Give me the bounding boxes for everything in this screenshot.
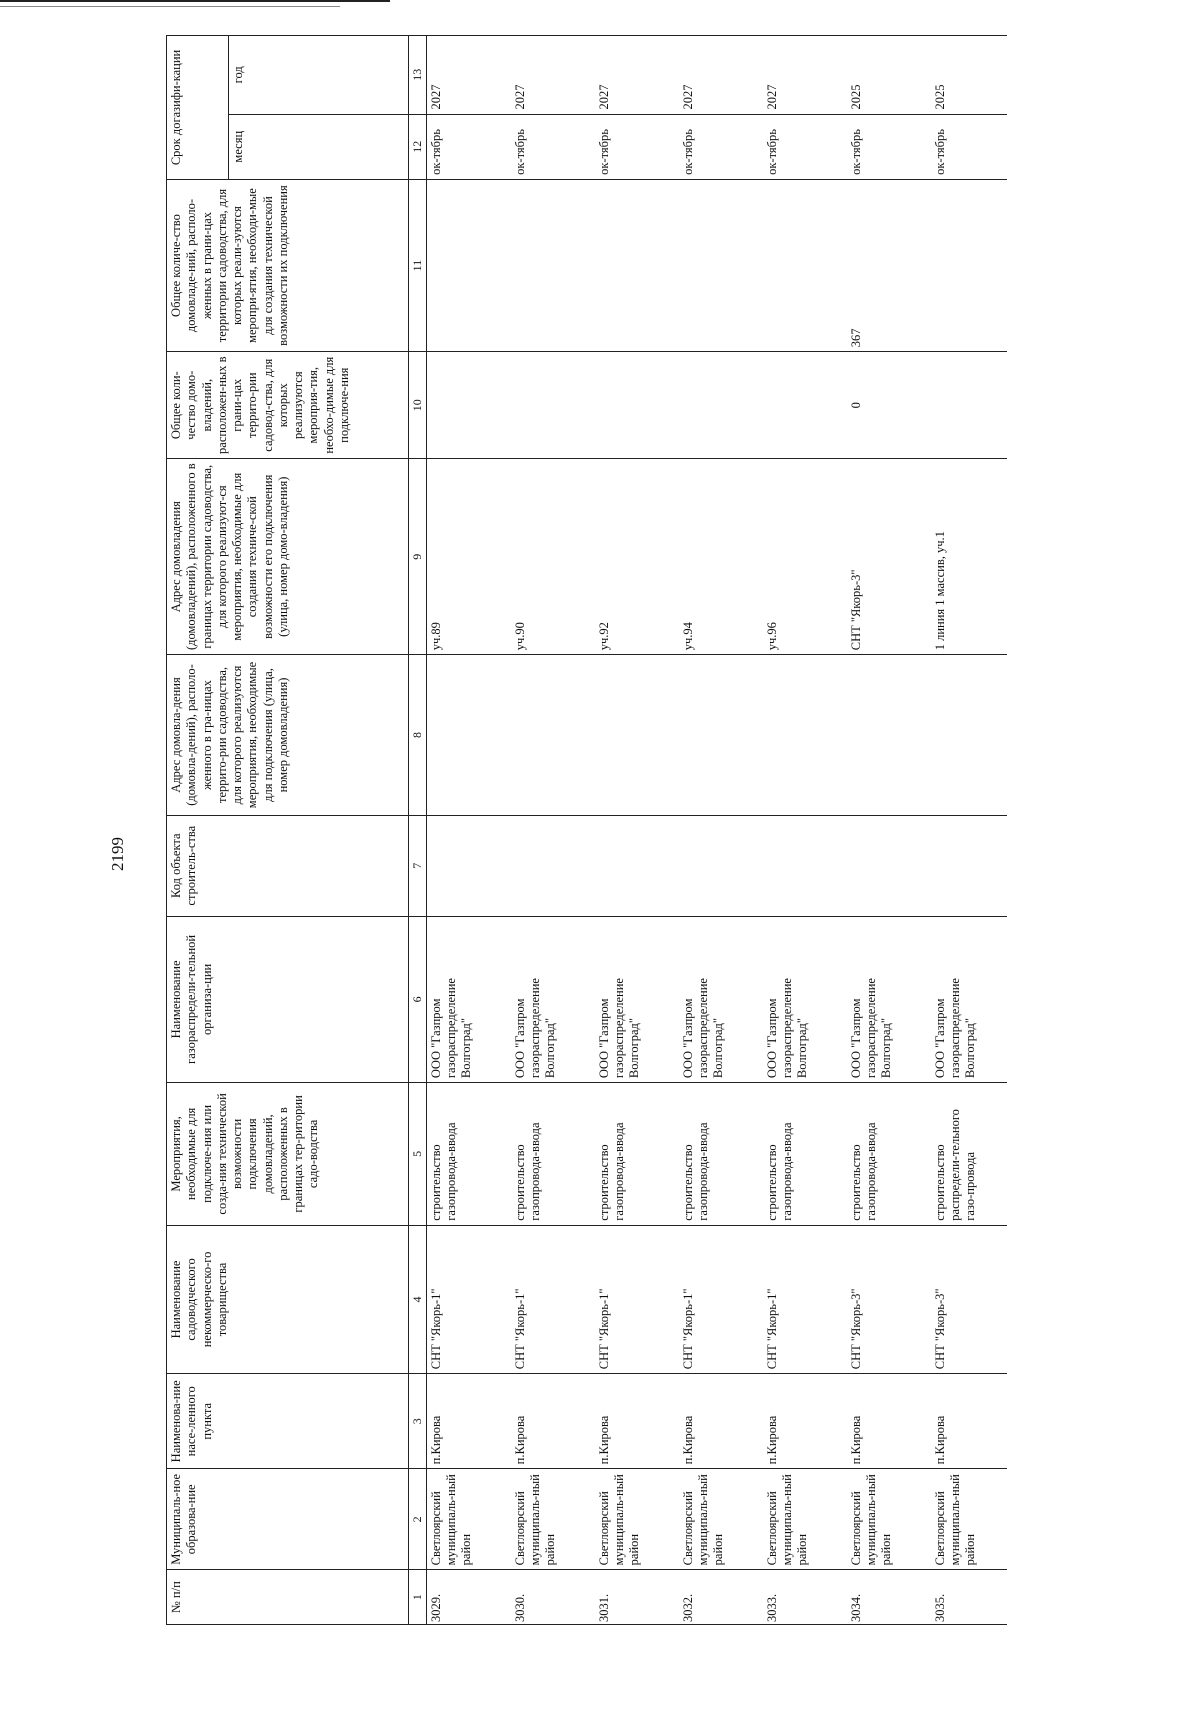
total-create-cell (931, 179, 1007, 351)
measures-cell: строительство газопровода-ввода (847, 1083, 931, 1226)
address-create-cell: уч.92 (595, 459, 679, 655)
gdo-cell: ООО "Газпром газораспределение Волгоград" (847, 916, 931, 1082)
year-cell: 2027 (426, 36, 511, 115)
gdo-cell: ООО "Газпром газораспределение Волгоград" (763, 916, 847, 1082)
row-number: 3031. (595, 1570, 679, 1625)
column-number: 4 (409, 1225, 427, 1374)
snt-cell: СНТ "Якорь-1" (595, 1225, 679, 1374)
gdo-cell: ООО "Газпром газораспределение Волгоград" (511, 916, 595, 1082)
municipality-cell: Светлоярский муниципаль-ный район (679, 1469, 763, 1570)
total-create-cell: 367 (847, 179, 931, 351)
settlement-cell: п.Кирова (763, 1374, 847, 1469)
header-object-code: Код объекта строитель-ства (167, 815, 409, 916)
column-number: 7 (409, 815, 427, 916)
snt-cell: СНТ "Якорь-3" (931, 1225, 1007, 1374)
total-connect-cell (763, 352, 847, 459)
month-cell: ок-тябрь (847, 114, 931, 179)
header-total-connect: Общее коли-чество домо-владений, расположен-ных в грани-цах террито-рии садовод-ства, для которых реализуются мероприя-тия, необхо-димые для подключе-ния (167, 352, 409, 459)
address-create-cell: уч.94 (679, 459, 763, 655)
measures-cell: строительство газопровода-ввода (595, 1083, 679, 1226)
month-cell: ок-тябрь (595, 114, 679, 179)
snt-cell: СНТ "Якорь-1" (511, 1225, 595, 1374)
measures-cell: строительство газопровода-ввода (511, 1083, 595, 1226)
address-create-cell: уч.96 (763, 459, 847, 655)
row-number: 3033. (763, 1570, 847, 1625)
table-header (167, 36, 427, 1625)
column-number: 6 (409, 916, 427, 1082)
address-connect-cell (763, 655, 847, 815)
table-body (426, 36, 1007, 1625)
municipality-cell: Светлоярский муниципаль-ный район (426, 1469, 511, 1570)
header-gdo: Наименование газораспредели-тельной организа-ции (167, 916, 409, 1082)
header-month: месяц (229, 114, 409, 179)
address-create-cell: уч.90 (511, 459, 595, 655)
total-connect-cell: 0 (847, 352, 931, 459)
total-connect-cell (931, 352, 1007, 459)
object-code-cell (763, 815, 847, 916)
year-cell: 2027 (763, 36, 847, 115)
month-cell: ок-тябрь (511, 114, 595, 179)
year-cell: 2027 (595, 36, 679, 115)
table-row (511, 36, 595, 1625)
column-number: 13 (409, 36, 427, 115)
snt-cell: СНТ "Якорь-1" (679, 1225, 763, 1374)
column-number: 1 (409, 1570, 427, 1625)
year-cell: 2027 (679, 36, 763, 115)
address-connect-cell (426, 655, 511, 815)
address-create-cell: уч.89 (426, 459, 511, 655)
row-number: 3030. (511, 1570, 595, 1625)
month-cell: ок-тябрь (426, 114, 511, 179)
snt-cell: СНТ "Якорь-3" (847, 1225, 931, 1374)
measures-cell: строительство распредели-тельного газо-провода (931, 1083, 1007, 1226)
total-create-cell (763, 179, 847, 351)
total-connect-cell (426, 352, 511, 459)
settlement-cell: п.Кирова (595, 1374, 679, 1469)
month-cell: ок-тябрь (679, 114, 763, 179)
month-cell: ок-тябрь (763, 114, 847, 179)
object-code-cell (679, 815, 763, 916)
object-code-cell (595, 815, 679, 916)
header-address-connect: Адрес домовла-дения (домовла-дений), располо-женного в гра-ницах террито-рии садоводства, для которого реализуются мероприятия, необходимые для подключения (улица, номер домовладения) (167, 655, 409, 815)
table-row (847, 36, 931, 1625)
measures-cell: строительство газопровода-ввода (426, 1083, 511, 1226)
header-address-create: Адрес домовладения (домовладений), расположенного в границах территории садоводства, для которого реализуют-ся мероприятия, необходимые для создания техниче-ской возможности его подключения (улица, номер домо-владения) (167, 459, 409, 655)
address-connect-cell (679, 655, 763, 815)
address-connect-cell (847, 655, 931, 815)
rotated-table-container (166, 35, 1166, 1625)
header-settlement: Наименова-ние насе-ленного пункта (167, 1374, 409, 1469)
gdo-cell: ООО "Газпром газораспределение Волгоград" (595, 916, 679, 1082)
month-cell: ок-тябрь (931, 114, 1007, 179)
gdo-cell: ООО "Газпром газораспределение Волгоград" (426, 916, 511, 1082)
snt-cell: СНТ "Якорь-1" (763, 1225, 847, 1374)
gdo-cell: ООО "Газпром газораспределение Волгоград" (931, 916, 1007, 1082)
measures-cell: строительство газопровода-ввода (679, 1083, 763, 1226)
address-connect-cell (931, 655, 1007, 815)
column-number: 9 (409, 459, 427, 655)
total-connect-cell (679, 352, 763, 459)
row-number: 3034. (847, 1570, 931, 1625)
settlement-cell: п.Кирова (426, 1374, 511, 1469)
table-row (931, 36, 1007, 1625)
table-row (595, 36, 679, 1625)
scan-edge-line (0, 6, 340, 7)
header-deadline: Срок догазифи-кации (167, 36, 229, 180)
row-number: 3035. (931, 1570, 1007, 1625)
column-number: 12 (409, 114, 427, 179)
total-connect-cell (595, 352, 679, 459)
header-number: № п/п (167, 1570, 409, 1625)
municipality-cell: Светлоярский муниципаль-ный район (763, 1469, 847, 1570)
header-municipality: Муниципаль-ное образова-ние (167, 1469, 409, 1570)
address-create-cell: 1 линия 1 массив, уч.1 (931, 459, 1007, 655)
measures-cell: строительство газопровода-ввода (763, 1083, 847, 1226)
municipality-cell: Светлоярский муниципаль-ный район (595, 1469, 679, 1570)
settlement-cell: п.Кирова (847, 1374, 931, 1469)
snt-cell: СНТ "Якорь-1" (426, 1225, 511, 1374)
year-cell: 2025 (931, 36, 1007, 115)
year-cell: 2025 (847, 36, 931, 115)
total-connect-cell (511, 352, 595, 459)
total-create-cell (595, 179, 679, 351)
total-create-cell (679, 179, 763, 351)
municipality-cell: Светлоярский муниципаль-ный район (847, 1469, 931, 1570)
object-code-cell (426, 815, 511, 916)
column-number: 11 (409, 179, 427, 351)
address-connect-cell (511, 655, 595, 815)
address-create-cell: СНТ "Якорь-3" (847, 459, 931, 655)
table-row (763, 36, 847, 1625)
header-snt: Наименование садоводческого некоммерческо-го товарищества (167, 1225, 409, 1374)
year-cell: 2027 (511, 36, 595, 115)
total-create-cell (426, 179, 511, 351)
column-number: 5 (409, 1083, 427, 1226)
municipality-cell: Светлоярский муниципаль-ный район (511, 1469, 595, 1570)
table-row (679, 36, 763, 1625)
column-number: 10 (409, 352, 427, 459)
page-number: 2199 (108, 837, 127, 871)
row-number: 3032. (679, 1570, 763, 1625)
header-year: год (229, 36, 409, 115)
column-number: 8 (409, 655, 427, 815)
row-number: 3029. (426, 1570, 511, 1625)
column-number-row (409, 36, 427, 1625)
header-measures: Мероприятия, необходимые для подключе-ния или созда-ния технической возможности подключения домовладений, расположенных в границах тер-ритории садо-водства (167, 1083, 409, 1226)
scan-edge-line (0, 0, 390, 2)
object-code-cell (847, 815, 931, 916)
settlement-cell: п.Кирова (679, 1374, 763, 1469)
column-number: 2 (409, 1469, 427, 1570)
gdo-cell: ООО "Газпром газораспределение Волгоград" (679, 916, 763, 1082)
address-connect-cell (595, 655, 679, 815)
object-code-cell (511, 815, 595, 916)
table-row (426, 36, 511, 1625)
settlement-cell: п.Кирова (511, 1374, 595, 1469)
object-code-cell (931, 815, 1007, 916)
total-create-cell (511, 179, 595, 351)
gasification-table (166, 35, 1007, 1625)
column-number: 3 (409, 1374, 427, 1469)
municipality-cell: Светлоярский муниципаль-ный район (931, 1469, 1007, 1570)
settlement-cell: п.Кирова (931, 1374, 1007, 1469)
header-total-create: Общее количе-ство домовладе-ний, располо-женных в грани-цах территории садоводства, для которых реали-зуются меропри-ятия, необходи-мые для создания технической возможности их подключения (167, 179, 409, 351)
